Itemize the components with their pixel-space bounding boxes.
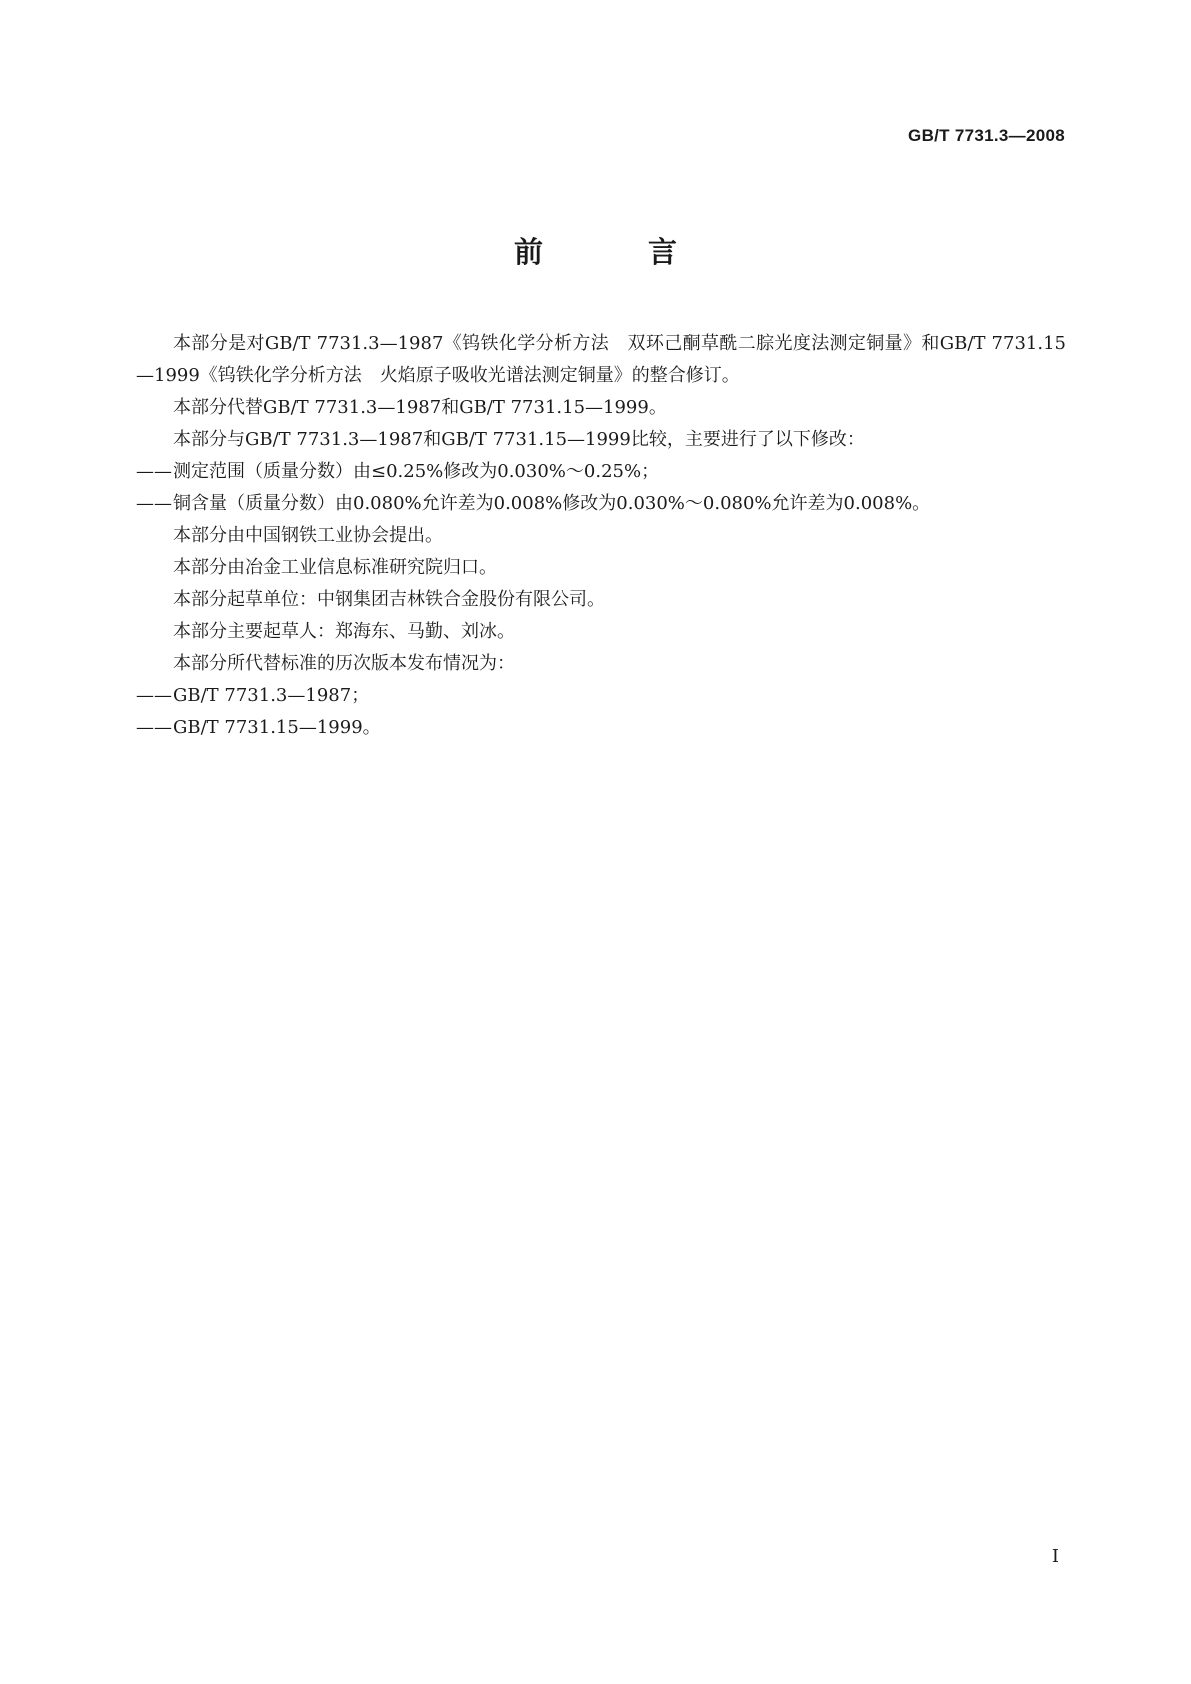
dash-marker: —— [136,493,172,514]
change-text: 铜含量（质量分数）由0.080%允许差为0.008%修改为0.030%～0.080%允许差为0.008%。 [173,493,931,514]
page-number: I [1051,1546,1059,1567]
dash-marker: —— [136,685,172,706]
change-item [136,488,1066,520]
proposer-paragraph: 本部分由中国钢铁工业协会提出。 [173,525,443,546]
history-text: GB/T 7731.15—1999。 [173,717,381,738]
comparison-paragraph: 本部分与GB/T 7731.3—1987和GB/T 7731.15—1999比较，主要进行了以下修改： [173,429,865,450]
centralized-by-paragraph: 本部分由冶金工业信息标准研究院归口。 [173,557,497,578]
standard-code: GB/T 7731.3—2008 [908,126,1065,145]
drafting-unit-paragraph: 本部分起草单位：中钢集团吉林铁合金股份有限公司。 [173,589,605,610]
dash-marker: —— [136,717,172,738]
history-intro-paragraph: 本部分所代替标准的历次版本发布情况为： [173,653,515,674]
drafters-paragraph: 本部分主要起草人：郑海东、马勤、刘冰。 [173,621,515,642]
history-text: GB/T 7731.3—1987； [173,685,370,706]
document-body [136,328,1066,744]
history-item [136,680,1066,712]
replacement-paragraph: 本部分代替GB/T 7731.3—1987和GB/T 7731.15—1999。 [173,397,667,418]
history-item [136,712,1066,744]
change-text: 测定范围（质量分数）由≤0.25%修改为0.030%～0.25%； [173,461,660,482]
page-title: 前 言 [513,235,715,269]
change-item [136,456,1066,488]
dash-marker: —— [136,461,172,482]
intro-paragraph: 本部分是对GB/T 7731.3—1987《钨铁化学分析方法 双环己酮草酰二腙光度法测定铜量》和GB/T 7731.15—1999《钨铁化学分析方法 火焰原子吸收光谱法测定铜量》的整合修订。 [136,333,1066,386]
